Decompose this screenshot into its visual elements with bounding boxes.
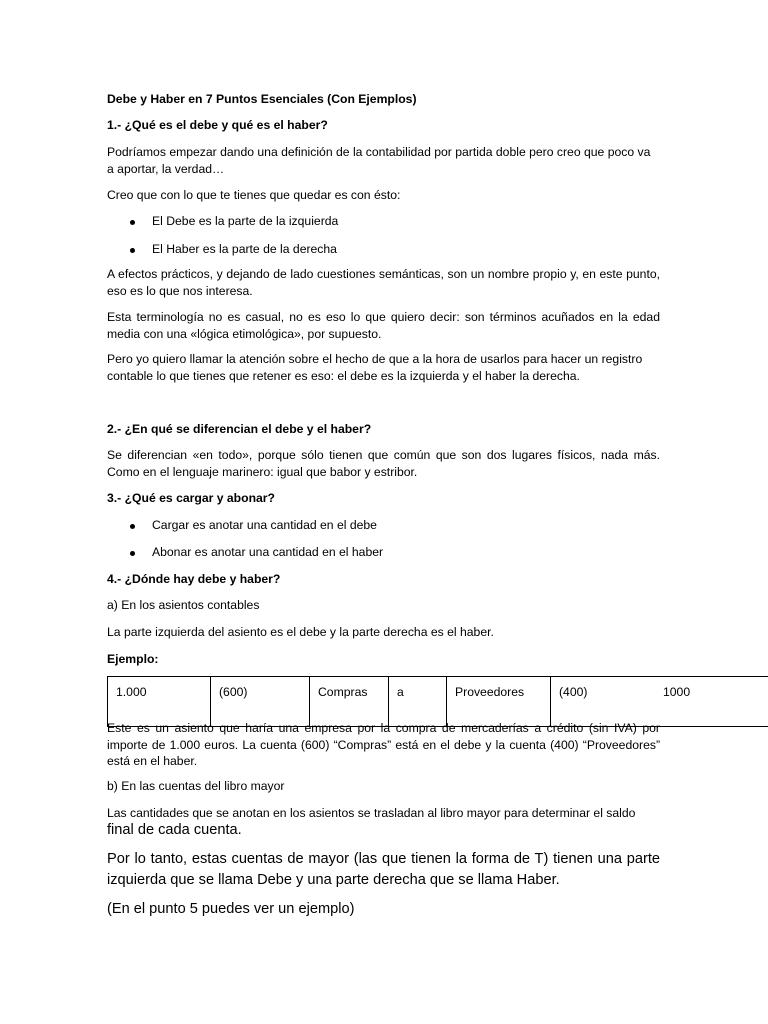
paragraph-2: Creo que con lo que te tienes que quedar es con ésto: [107, 188, 401, 202]
paragraph-7: a) En los asientos contables [107, 598, 260, 612]
bullet-icon [130, 551, 135, 556]
heading-2: 2.- ¿En qué se diferencian el debe y el haber? [107, 422, 372, 436]
heading-3: 3.- ¿Qué es cargar y abonar? [107, 491, 275, 505]
table-cell: Compras [310, 677, 389, 727]
table-row [108, 677, 768, 727]
paragraph-1: Podríamos empezar dando una definición de la contabilidad por partida doble pero creo que poco va a aportar, la verdad… [107, 145, 651, 176]
example-label: Ejemplo: [107, 652, 159, 666]
heading-4: 4.- ¿Dónde hay debe y haber? [107, 572, 281, 586]
paragraph-10: b) En las cuentas del libro mayor [107, 779, 285, 793]
bullet-icon [130, 248, 135, 253]
heading-1: 1.- ¿Qué es el debe y qué es el haber? [107, 118, 328, 132]
paragraph-9: Este es un asiento que haría una empresa por la compra de mercaderías a crédito (sin IVA) por importe de 1.000 euros. La cuenta (600) “Compras” está en el debe y la cuenta (400) “Proveedores” está en el haber. [107, 721, 660, 768]
bullet-icon [130, 220, 135, 225]
paragraph-8: La parte izquierda del asiento es el debe y la parte derecha es el haber. [107, 625, 494, 639]
paragraph-5: Pero yo quiero llamar la atención sobre el hecho de que a la hora de usarlos para hacer un registro contable lo que tienes que retener es eso: el debe es la izquierda y el haber la derecha. [107, 352, 643, 383]
table-cell: (400) 1000 [551, 677, 768, 727]
table-cell: a [389, 677, 447, 727]
table-cell: (600) [211, 677, 310, 727]
paragraph-3: A efectos prácticos, y dejando de lado cuestiones semánticas, son un nombre propio y, en este punto, eso es lo que nos interesa. [107, 267, 660, 298]
table-cell: 1.000 [108, 677, 211, 727]
paragraph-13: (En el punto 5 puedes ver un ejemplo) [107, 901, 355, 917]
bullet-icon [130, 524, 135, 529]
paragraph-4: Esta terminología no es casual, no es eso lo que quiero decir: son términos acuñados en la edad media con una «lógica etimológica», por supuesto. [107, 310, 660, 341]
document-title: Debe y Haber en 7 Puntos Esenciales (Con Ejemplos) [107, 92, 417, 106]
paragraph-12: Por lo tanto, estas cuentas de mayor (las que tienen la forma de T) tienen una parte izquierda que se llama Debe y una parte derecha que se llama Haber. [107, 851, 660, 888]
paragraph-11-end: final de cada cuenta. [107, 822, 242, 838]
paragraph-11: Las cantidades que se anotan en los asientos se trasladan al libro mayor para determinar el saldo [107, 806, 636, 820]
paragraph-6: Se diferencian «en todo», porque sólo tienen que común que son dos lugares físicos, nada más. Como en el lenguaje marinero: igual que babor y estribor. [107, 448, 660, 479]
table-cell: Proveedores [447, 677, 551, 727]
